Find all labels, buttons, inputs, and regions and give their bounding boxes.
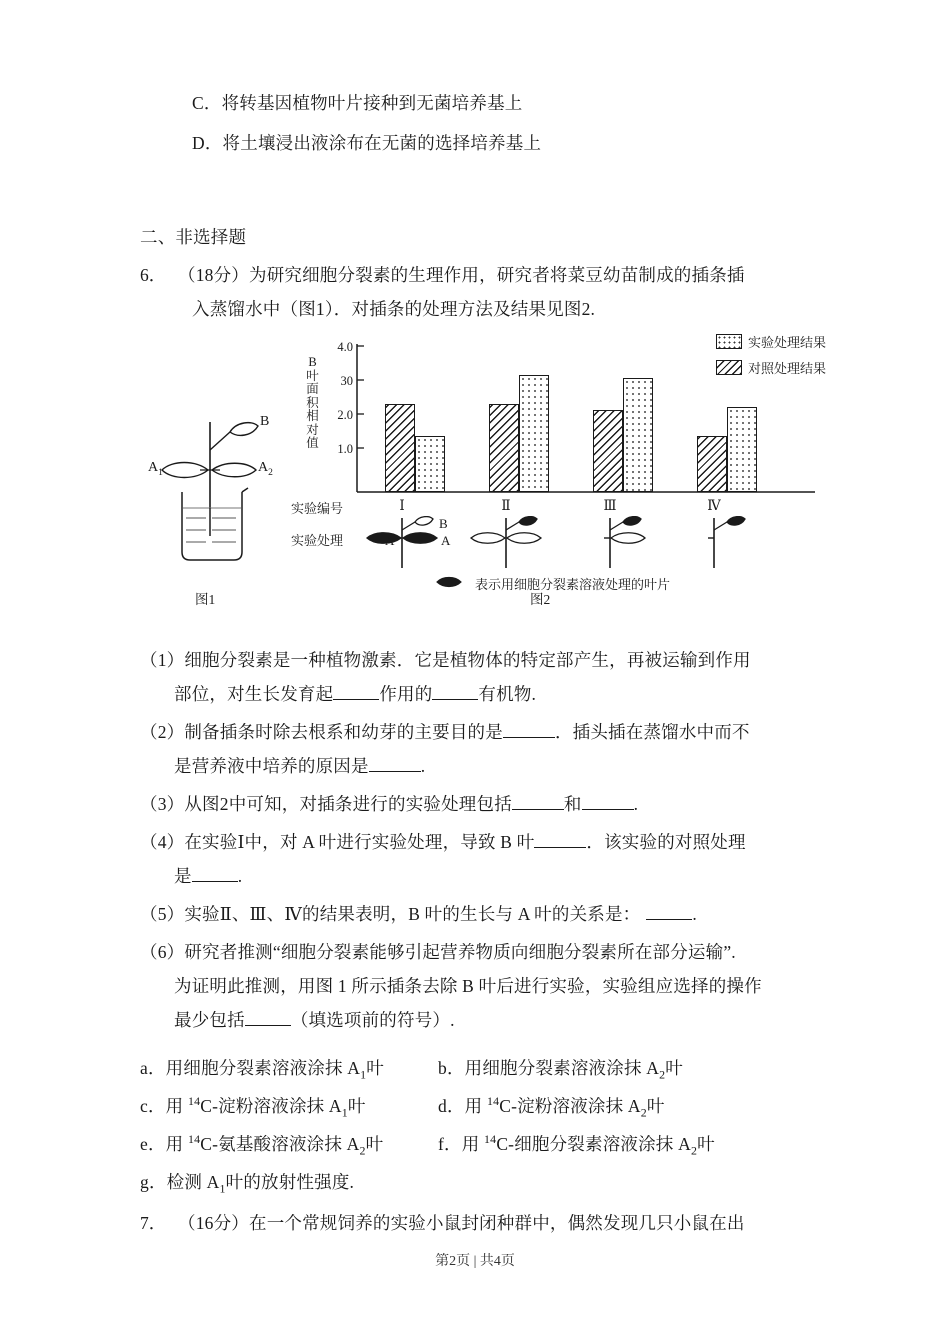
exp-id-2: Ⅱ [501, 498, 511, 513]
part-3-blank-1[interactable] [512, 809, 564, 810]
row-label-experiment-id: 实验编号 [291, 501, 344, 516]
option-f-post: 叶 [697, 1134, 715, 1154]
option-b-post: 叶 [665, 1058, 683, 1078]
option-a-letter: a． [140, 1058, 166, 1078]
option-c-pre-b: C‑淀粉溶液涂抹 A [200, 1096, 342, 1116]
bar-IV-experimental [727, 407, 757, 492]
option-g-post: 叶的放射性强度. [225, 1172, 355, 1192]
option-c-isotope: 14 [187, 1094, 201, 1109]
row-label-treatment: 实验处理 [291, 533, 344, 548]
part-1-line-1: （1）细胞分裂素是一种植物激素．它是植物体的特定部产生，再被运输到作用 [140, 650, 751, 670]
option-a [140, 1053, 384, 1083]
part-2-blank-1[interactable] [503, 737, 555, 738]
choice-d [192, 128, 541, 158]
part-2-line-1 [140, 717, 750, 747]
option-e-letter: e． [140, 1134, 166, 1154]
part-4-blank-2[interactable] [192, 881, 238, 882]
part-6-line-3 [174, 1005, 455, 1035]
option-d-post: 叶 [646, 1096, 665, 1116]
part-2-line-2 [174, 751, 425, 781]
option-c-post: 叶 [347, 1096, 366, 1116]
option-a-post: 叶 [366, 1058, 384, 1078]
part-6-text-b: （填选项前的符号）. [290, 1010, 455, 1030]
treatment-schematics [357, 516, 815, 574]
exp-id-4: Ⅳ [707, 498, 721, 513]
bar-I-experimental [415, 436, 445, 492]
part-1-text-b: 作用的 [379, 684, 433, 704]
treatment-note-text: 表示用细胞分裂素溶液处理的叶片 [475, 577, 671, 592]
choice-d-text: 将土壤浸出液涂布在无菌的选择培养基上 [222, 133, 542, 153]
part-5-blank-1[interactable] [646, 919, 692, 920]
part-3-text-a: （3）从图2中可知，对插条进行的实验处理包括 [140, 794, 512, 814]
option-f-letter: f． [438, 1134, 462, 1154]
option-e-post: 叶 [365, 1134, 384, 1154]
treatment-I [367, 517, 437, 568]
part-4-blank-1[interactable] [534, 847, 586, 848]
option-a-pre: 用细胞分裂素溶液涂抹 A [165, 1058, 361, 1078]
treatment-I-label-a-left: A [385, 533, 395, 548]
option-c-sub: 1 [341, 1105, 348, 1120]
part-3-text-b: 和 [563, 794, 582, 814]
ytick-1: 1.0 [337, 442, 353, 456]
question-6-number: 6． [140, 265, 167, 285]
part-1-text-c: 有机物. [478, 684, 537, 704]
plant-label-b: B [260, 414, 270, 429]
part-1-line-2 [174, 679, 536, 709]
part-4-text-c: 是 [174, 866, 192, 886]
option-e-isotope: 14 [187, 1132, 201, 1147]
part-4-text-b: ．该实验的对照处理 [586, 832, 746, 852]
option-e-sub: 2 [359, 1143, 366, 1158]
part-2-text-b: ．插头插在蒸馏水中而不 [554, 722, 750, 742]
bar-II-experimental [519, 375, 549, 492]
part-6-blank-1[interactable] [245, 1025, 291, 1026]
plant-label-a1-sub: 1 [158, 467, 163, 478]
option-d-sub: 2 [640, 1105, 647, 1120]
treatment-III [604, 517, 645, 568]
part-4-line-2 [174, 861, 242, 891]
option-g [140, 1167, 354, 1197]
part-4-text-a: （4）在实验Ⅰ中，对 A 叶进行实验处理，导致 B 叶 [140, 832, 535, 852]
ytick-3: 30 [340, 374, 353, 388]
part-1-blank-2[interactable] [432, 699, 478, 700]
legend-label-control: 对照处理结果 [747, 361, 826, 376]
option-e-pre-b: C‑氨基酸溶液涂抹 A [200, 1134, 360, 1154]
option-a-sub: 1 [360, 1067, 367, 1082]
plant-label-a2-sub: 2 [268, 467, 273, 478]
option-f [438, 1129, 715, 1159]
option-b-letter: b． [438, 1058, 465, 1078]
part-2-text-a: （2）制备插条时除去根系和幼芽的主要目的是 [140, 722, 503, 742]
part-4-line-1 [140, 827, 746, 857]
option-e [140, 1129, 383, 1159]
option-c-letter: c． [140, 1096, 166, 1116]
treatment-note-marker-icon [435, 576, 465, 590]
choice-c [192, 88, 522, 118]
option-b-sub: 2 [659, 1067, 666, 1082]
question-6-stem-line1: （18分）为研究细胞分裂素的生理作用，研究者将菜豆幼苗制成的插条插 [178, 265, 745, 285]
option-g-letter: g． [140, 1172, 167, 1192]
figure-1-caption: 图1 [195, 592, 216, 607]
bar-III-control [593, 410, 623, 492]
option-d-isotope: 14 [486, 1094, 500, 1109]
option-f-isotope: 14 [484, 1132, 497, 1147]
part-3-text-c: . [633, 794, 639, 814]
option-g-pre: 检测 A [166, 1172, 220, 1192]
treatment-I-label-b: B [439, 516, 448, 531]
choice-c-letter: C． [192, 93, 222, 113]
option-d [438, 1091, 665, 1121]
part-1-text-a: 部位，对生长发育起 [174, 684, 334, 704]
ytick-4: 4.0 [337, 340, 353, 354]
part-5-line-1 [140, 899, 697, 929]
option-d-pre-a: 用 [464, 1096, 487, 1116]
exp-id-3: Ⅲ [603, 498, 617, 513]
option-g-sub: 1 [219, 1181, 226, 1196]
part-3-line-1 [140, 789, 638, 819]
part-5-text-b: . [692, 904, 697, 924]
option-f-sub: 2 [690, 1143, 698, 1158]
figure-2-caption: 图2 [530, 592, 551, 607]
chart-y-axis-title: B叶面积相对值 [306, 355, 319, 450]
choice-d-letter: D． [192, 133, 223, 153]
question-7-number: 7． [140, 1213, 167, 1233]
chart-figure-fig2 [291, 330, 830, 620]
plant-label-a2: $A_2$ [258, 460, 273, 478]
treatment-II [471, 517, 541, 568]
part-5-text-a: （5）实验Ⅱ、Ⅲ、Ⅳ的结果表明，B 叶的生长与 A 叶的关系是： [140, 904, 641, 924]
bar-III-experimental [623, 378, 653, 492]
option-d-letter: d． [438, 1096, 465, 1116]
option-c-pre-a: 用 [165, 1096, 188, 1116]
part-2-text-c: 是营养液中培养的原因是 [174, 756, 369, 776]
legend-label-experimental: 实验处理结果 [747, 335, 826, 350]
exp-id-1: Ⅰ [399, 498, 405, 513]
ytick-2: 2.0 [337, 408, 353, 422]
treatment-IV [708, 517, 745, 568]
option-b-pre: 用细胞分裂素溶液涂抹 A [464, 1058, 660, 1078]
page-footer: 第2页 | 共4页 [435, 1254, 515, 1269]
option-f-pre-a: 用 [461, 1134, 485, 1154]
part-2-blank-2[interactable] [369, 771, 421, 772]
figure-region [140, 330, 830, 630]
option-f-pre-b: C‑细胞分裂素溶液涂抹 A [496, 1134, 691, 1154]
option-e-pre-a: 用 [165, 1134, 188, 1154]
part-4-text-d: . [237, 866, 243, 886]
bar-IV-control [697, 436, 727, 492]
part-3-blank-2[interactable] [582, 809, 634, 810]
plant-diagram-fig1 [150, 400, 310, 600]
plant-label-a1: $A_1$ [148, 460, 163, 478]
part-2-text-d: . [420, 756, 426, 776]
bar-I-control [385, 404, 415, 492]
option-d-pre-b: C‑淀粉溶液涂抹 A [499, 1096, 641, 1116]
chart-plot-area [357, 344, 815, 492]
option-b [438, 1053, 683, 1083]
part-6-line-1: （6）研究者推测“细胞分裂素能够引起营养物质向细胞分裂素所在部分运输”. [140, 942, 736, 962]
question-7-stem-line1: （16分）在一个常规饲养的实验小鼠封闭种群中，偶然发现几只小鼠在出 [178, 1213, 745, 1233]
option-c [140, 1091, 366, 1121]
part-6-text-a: 最少包括 [174, 1010, 245, 1030]
choice-c-text: 将转基因植物叶片接种到无菌培养基上 [221, 93, 523, 113]
plant-svg [150, 400, 310, 600]
part-6-line-2: 为证明此推测，用图 1 所示插条去除 B 叶后进行实验，实验组应选择的操作 [174, 976, 762, 996]
treatment-I-label-a-right: A [441, 533, 451, 548]
section-heading: 二、非选择题 [140, 227, 247, 247]
question-6-stem-line2: 入蒸馏水中（图1）．对插条的处理方法及结果见图2. [192, 299, 596, 319]
bar-II-control [489, 404, 519, 492]
part-1-blank-1[interactable] [333, 699, 379, 700]
